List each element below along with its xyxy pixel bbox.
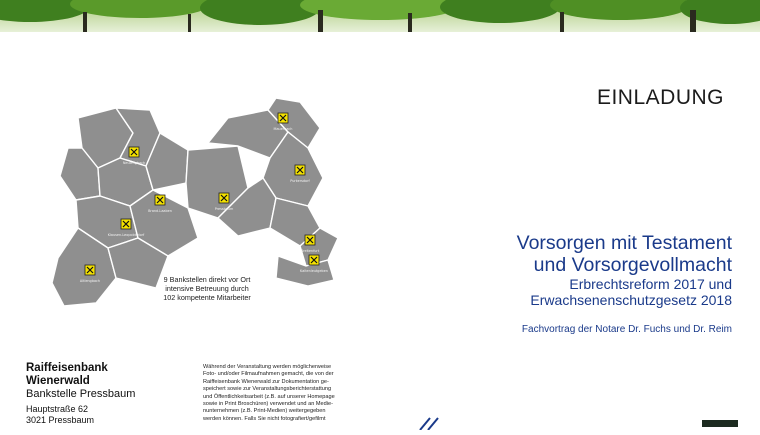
branch-marker-icon [309,255,319,265]
forest-banner [0,0,760,32]
branch-marker-icon [278,113,288,123]
bank-name-line: Raiffeisenbank [26,362,108,374]
address-city: 3021 Pressbaum [26,415,95,425]
map-note-line: 9 Bankstellen direkt vor Ort [163,275,251,284]
bank-block [26,362,135,401]
logo-mark-icon [418,416,448,430]
branch-label: Brand-Laaben [148,209,172,213]
event-title-line: Vorsorgen mit Testament [516,232,732,254]
disclaimer-line: nunternehmen (z.B. Print-Medien) weitergegeben [203,408,326,415]
branch-label: Altlengbach [79,279,101,283]
branch-label: Breitenfurt [300,249,320,253]
address-street: Hauptstraße 62 [26,404,89,414]
branch-marker-icon [219,193,229,203]
bank-name-line: Wienerwald [26,375,90,387]
event-headline [517,232,732,308]
branch-label: Kaltenleutgeben [300,269,328,273]
disclaimer-line: Foto- und/oder Filmaufnahmen gemacht, die von der [203,371,334,378]
branch-label: Klausen-Leopoldsdorf [107,233,145,237]
branch-marker-icon [305,235,315,245]
page-title: EINLADUNG [596,86,724,109]
branch-marker-icon [295,165,305,175]
map-note-line: 102 kompetente Mitarbeiter [163,293,251,302]
event-subtitle-line: Erbrechtsreform 2017 und [569,276,732,292]
event-title-line: und Vorsorgevollmacht [533,254,732,276]
map-note-line: intensive Betreuung durch [165,284,249,293]
disclaimer-line: sowie in Print Broschüren) verwendet und an Medie- [203,401,333,408]
disclaimer-line: und Öffentlichkeitsarbeit (z.B. auf unserer Homepage [203,393,335,400]
photo-disclaimer [203,364,357,423]
branch-label: Mauerbach [273,127,293,131]
disclaimer-line: speichert sowie zur Veranstaltungsberichterstattung [203,386,332,393]
branch-label: Neulengbach [122,161,146,165]
branch-label: Purkersdorf [290,179,310,183]
disclaimer-line: Raiffeisenbank Wienerwald zur Dokumentation ge- [203,378,329,385]
bank-address [26,404,94,426]
event-subtitle-line: Erwachsenenschutzgesetz 2018 [530,292,732,308]
map-note [112,275,302,302]
branch-marker-icon [121,219,131,229]
branch-marker-icon [155,195,165,205]
branch-marker-icon [129,147,139,157]
disclaimer-line: Während der Veranstaltung werden möglicherweise [203,364,332,370]
corner-block [702,420,738,427]
disclaimer-line: werden können. Falls Sie nicht fotografiert/gefilmt [203,415,326,422]
bank-branch: Bankstelle Pressbaum [26,388,136,400]
branch-marker-icon [85,265,95,275]
talk-description: Fachvortrag der Notare Dr. Fuchs und Dr. Reim [521,324,732,335]
branch-label: Pressbaum [214,207,234,211]
